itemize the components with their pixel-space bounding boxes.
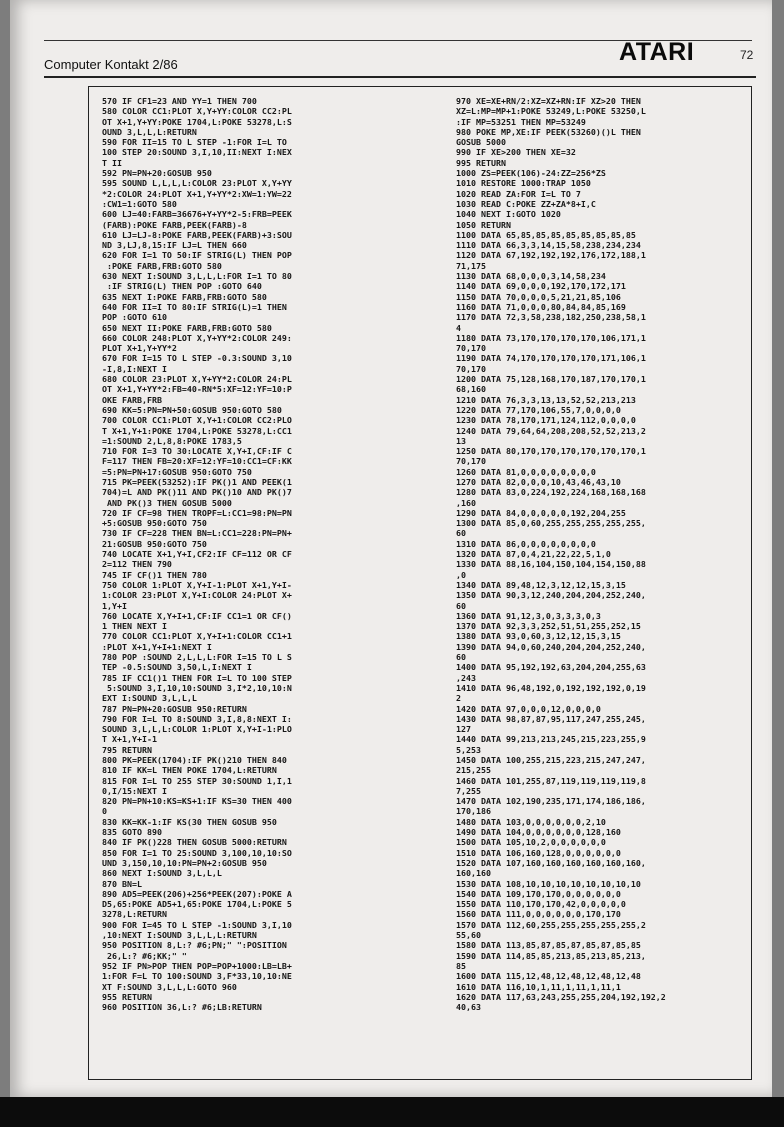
- code-line: 900 FOR I=45 TO L STEP -1:SOUND 3,I,10: [102, 919, 292, 930]
- code-line: 1130 DATA 68,0,0,0,3,14,58,234: [456, 271, 606, 282]
- code-line: :POKE FARB,FRB:GOTO 580: [102, 260, 222, 271]
- code-line: 580 COLOR CC1:PLOT X,Y+YY:COLOR CC2:PL: [102, 106, 292, 117]
- code-line: T II: [102, 157, 122, 168]
- code-line: 4: [456, 322, 461, 333]
- code-line: 71,175: [456, 260, 486, 271]
- code-line: 55,60: [456, 930, 481, 941]
- code-line: ,0: [456, 569, 466, 580]
- code-line: 1590 DATA 114,85,85,213,85,213,85,213,: [456, 950, 646, 961]
- code-line: 1440 DATA 99,213,213,245,215,223,255,9: [456, 734, 646, 745]
- code-line: 127: [456, 724, 471, 735]
- code-line: AND PK()3 THEN GOSUB 5000: [102, 497, 232, 508]
- code-line: 1570 DATA 112,60,255,255,255,255,255,2: [456, 919, 646, 930]
- code-line: 1530 DATA 108,10,10,10,10,10,10,10,10: [456, 878, 641, 889]
- code-line: 1490 DATA 104,0,0,0,0,0,0,128,160: [456, 827, 621, 838]
- code-line: 820 PN=PN+10:KS=KS+1:IF KS=30 THEN 400: [102, 796, 292, 807]
- code-line: 5,253: [456, 744, 481, 755]
- code-line: F=117 THEN FB=20:XF=12:YF=10:CC1=CF:KK: [102, 456, 292, 467]
- code-line: 1350 DATA 90,3,12,240,204,204,252,240,: [456, 590, 646, 601]
- code-line: SOUND 3,L,L,L:COLOR 1:PLOT X,Y+I-1:PLO: [102, 724, 292, 735]
- code-line: 1500 DATA 105,10,2,0,0,0,0,0,0: [456, 837, 606, 848]
- code-line: 1470 DATA 102,190,235,171,174,186,186,: [456, 796, 646, 807]
- code-line: 785 IF CC1()1 THEN FOR I=L TO 100 STEP: [102, 672, 292, 683]
- code-line: :CW1=1:GOTO 580: [102, 198, 177, 209]
- code-line: 835 GOTO 890: [102, 827, 162, 838]
- code-line: 750 COLOR 1:PLOT X,Y+I-1:PLOT X+1,Y+I-: [102, 579, 292, 590]
- code-line: 635 NEXT I:POKE FARB,FRB:GOTO 580: [102, 291, 267, 302]
- code-line: 1410 DATA 96,48,192,0,192,192,192,0,19: [456, 682, 646, 693]
- code-line: 570 IF CF1=23 AND YY=1 THEN 700: [102, 96, 257, 106]
- code-line: 1000 ZS=PEEK(106)-24:ZZ=256*ZS: [456, 168, 606, 179]
- code-line: 795 RETURN: [102, 744, 152, 755]
- code-line: 790 FOR I=L TO 8:SOUND 3,I,8,8:NEXT I:: [102, 713, 292, 724]
- code-line: OUND 3,L,L,L:RETURN: [102, 126, 197, 137]
- code-line: 760 LOCATE X,Y+I+1,CF:IF CC1=1 OR CF(): [102, 610, 292, 621]
- code-line: 215,255: [456, 765, 491, 776]
- code-line: 850 FOR I=1 TO 25:SOUND 3,100,10,10:SO: [102, 847, 292, 858]
- code-line: 700 COLOR CC1:PLOT X,Y+1:COLOR CC2:PLO: [102, 415, 292, 426]
- code-line: 1100 DATA 65,85,85,85,85,85,85,85,85: [456, 229, 636, 240]
- code-line: 970 XE=XE+RN/2:XZ=XZ+RN:IF XZ>20 THEN: [456, 96, 641, 106]
- code-line: 980 POKE MP,XE:IF PEEK(53260)()L THEN: [456, 126, 641, 137]
- code-line: 1 THEN NEXT I: [102, 621, 167, 632]
- code-line: 1390 DATA 94,0,60,240,204,204,252,240,: [456, 641, 646, 652]
- code-line: 1460 DATA 101,255,87,119,119,119,119,8: [456, 775, 646, 786]
- code-line: 26,L:? #6;KK;" ": [102, 950, 187, 961]
- code-line: 990 IF XE>200 THEN XE=32: [456, 147, 576, 158]
- code-line: 1330 DATA 88,16,104,150,104,154,150,88: [456, 559, 646, 570]
- code-line: 5:SOUND 3,I,10,10:SOUND 3,I*2,10,10:N: [102, 682, 292, 693]
- code-line: =5:PN=PN+17:GOSUB 950:GOTO 750: [102, 466, 252, 477]
- code-line: 660 COLOR 248:PLOT X,Y+YY*2:COLOR 249:: [102, 332, 292, 343]
- code-line: *2:COLOR 24:PLOT X+1,Y+YY*2:XW=1:YW=22: [102, 188, 292, 199]
- code-line: 955 RETURN: [102, 991, 152, 1002]
- code-line: 650 NEXT II:POKE FARB,FRB:GOTO 580: [102, 322, 272, 333]
- code-line: 1150 DATA 70,0,0,0,5,21,21,85,106: [456, 291, 621, 302]
- code-line: 1040 NEXT I:GOTO 1020: [456, 209, 561, 220]
- code-line: 1200 DATA 75,128,168,170,187,170,170,1: [456, 374, 646, 385]
- code-line: POP :GOTO 610: [102, 312, 167, 323]
- code-line: 950 POSITION 8,L:? #6;PN;" ":POSITION: [102, 940, 287, 951]
- code-line: 60: [456, 600, 466, 611]
- code-line: 170,186: [456, 806, 491, 817]
- code-line: 787 PN=PN+20:GOSUB 950:RETURN: [102, 703, 247, 714]
- code-line: 1600 DATA 115,12,48,12,48,12,48,12,48: [456, 971, 641, 982]
- code-line: 995 RETURN: [456, 157, 506, 168]
- code-line: 1260 DATA 81,0,0,0,0,0,0,0,0: [456, 466, 596, 477]
- code-line: 1380 DATA 93,0,60,3,12,12,15,3,15: [456, 631, 621, 642]
- code-line: 1340 DATA 89,48,12,3,12,12,15,3,15: [456, 579, 626, 590]
- code-line: 68,160: [456, 384, 486, 395]
- code-line: 160,160: [456, 868, 491, 879]
- code-line: OKE FARB,FRB: [102, 394, 162, 405]
- code-line: 890 AD5=PEEK(206)+256*PEEK(207):POKE A: [102, 888, 292, 899]
- code-line: 1580 DATA 113,85,87,85,87,85,87,85,85: [456, 940, 641, 951]
- code-line: PLOT X+1,Y+YY*2: [102, 343, 177, 354]
- code-line: 770 COLOR CC1:PLOT X,Y+I+1:COLOR CC1+1: [102, 631, 292, 642]
- code-line: 100 STEP 20:SOUND 3,I,10,II:NEXT I:NEX: [102, 147, 292, 158]
- code-line: 592 PN=PN+20:GOSUB 950: [102, 168, 212, 179]
- code-line: :PLOT X+1,Y+I+1:NEXT I: [102, 641, 212, 652]
- code-line: 1620 DATA 117,63,243,255,255,204,192,192,2: [456, 991, 666, 1002]
- code-line: 680 COLOR 23:PLOT X,Y+YY*2:COLOR 24:PL: [102, 374, 292, 385]
- code-line: OT X+1,Y+YY:POKE 1704,L:POKE 53278,L:S: [102, 116, 292, 127]
- page-number: 72: [740, 48, 754, 62]
- scan-border: [0, 1097, 784, 1127]
- code-line: 1360 DATA 91,12,3,0,3,3,3,0,3: [456, 610, 601, 621]
- code-line: XZ=L:MP=MP+1:POKE 53249,L:POKE 53250,L: [456, 106, 646, 117]
- listing-column-left: [102, 96, 292, 1012]
- code-line: T X+1,Y+I-1: [102, 734, 157, 745]
- code-line: 830 KK=KK-1:IF KS(30 THEN GOSUB 950: [102, 816, 277, 827]
- code-line: GOSUB 5000: [456, 137, 506, 148]
- code-line: 1120 DATA 67,192,192,192,176,172,188,1: [456, 250, 646, 261]
- code-line: 710 FOR I=3 TO 30:LOCATE X,Y+I,CF:IF C: [102, 446, 292, 457]
- code-line: ,160: [456, 497, 476, 508]
- code-line: +5:GOSUB 950:GOTO 750: [102, 518, 207, 529]
- code-line: D5,65:POKE AD5+1,65:POKE 1704,L:POKE 5: [102, 899, 292, 910]
- code-line: =1:SOUND 2,L,8,8:POKE 1783,5: [102, 435, 242, 446]
- code-line: 1220 DATA 77,170,106,55,7,0,0,0,0: [456, 404, 621, 415]
- code-line: 810 IF KK=L THEN POKE 1704,L:RETURN: [102, 765, 277, 776]
- code-line: 1280 DATA 83,0,224,192,224,168,168,168: [456, 487, 646, 498]
- code-line: 1610 DATA 116,10,1,11,1,11,1,11,1: [456, 981, 621, 992]
- header-rule: [44, 76, 756, 78]
- code-line: 1370 DATA 92,3,3,252,51,51,255,252,15: [456, 621, 641, 632]
- code-line: 40,63: [456, 1002, 481, 1013]
- code-line: 1170 DATA 72,3,58,238,182,250,238,58,1: [456, 312, 646, 323]
- code-line: 1030 READ C:POKE ZZ+ZA*8+I,C: [456, 198, 596, 209]
- code-line: 13: [456, 435, 466, 446]
- code-line: 0,I/15:NEXT I: [102, 785, 167, 796]
- code-line: 640 FOR II=I TO 80:IF STRIG(L)=1 THEN: [102, 301, 287, 312]
- code-line: 1540 DATA 109,170,170,0,0,0,0,0,0: [456, 888, 621, 899]
- code-line: 590 FOR II=15 TO L STEP -1:FOR I=L TO: [102, 137, 287, 148]
- code-line: 1550 DATA 110,170,170,42,0,0,0,0,0: [456, 899, 626, 910]
- code-line: 2: [456, 693, 461, 704]
- code-line: -I,8,I:NEXT I: [102, 363, 167, 374]
- code-line: 1310 DATA 86,0,0,0,0,0,0,0,0: [456, 538, 596, 549]
- code-line: 1290 DATA 84,0,0,0,0,0,192,204,255: [456, 507, 626, 518]
- code-line: 1010 RESTORE 1000:TRAP 1050: [456, 178, 591, 189]
- listing-column-right: [456, 96, 666, 1012]
- code-line: 1110 DATA 66,3,3,14,15,58,238,234,234: [456, 240, 641, 251]
- code-line: 840 IF PK()228 THEN GOSUB 5000:RETURN: [102, 837, 287, 848]
- code-line: 1,Y+I: [102, 600, 127, 611]
- code-line: 1520 DATA 107,160,160,160,160,160,160,: [456, 857, 646, 868]
- brand-title: ATARI: [619, 38, 695, 66]
- code-line: TEP -0.5:SOUND 3,50,L,I:NEXT I: [102, 662, 252, 673]
- code-line: 1:COLOR 23:PLOT X,Y+I:COLOR 24:PLOT X+: [102, 590, 292, 601]
- code-line: 1270 DATA 82,0,0,0,10,43,46,43,10: [456, 476, 621, 487]
- code-line: 740 LOCATE X+1,Y+I,CF2:IF CF=112 OR CF: [102, 549, 292, 560]
- code-line: 1180 DATA 73,170,170,170,170,106,171,1: [456, 332, 646, 343]
- code-line: 715 PK=PEEK(53252):IF PK()1 AND PEEK(1: [102, 476, 292, 487]
- code-line: 730 IF CF=228 THEN BN=L:CC1=228:PN=PN+: [102, 528, 292, 539]
- code-line: 800 PK=PEEK(1704):IF PK()210 THEN 840: [102, 755, 287, 765]
- code-line: 815 FOR I=L TO 255 STEP 30:SOUND 1,I,1: [102, 775, 292, 786]
- code-line: 70,170: [456, 456, 486, 467]
- code-line: 1320 DATA 87,0,4,21,22,22,5,1,0: [456, 549, 611, 560]
- code-line: 595 SOUND L,L,L,L:COLOR 23:PLOT X,Y+YY: [102, 178, 292, 189]
- code-line: 860 NEXT I:SOUND 3,L,L,L: [102, 868, 222, 879]
- code-line: 745 IF CF()1 THEN 780: [102, 569, 207, 580]
- code-line: 1:FOR F=L TO 100:SOUND 3,F*33,10,10:NE: [102, 971, 292, 982]
- code-line: 1430 DATA 98,87,87,95,117,247,255,245,: [456, 713, 646, 724]
- code-line: 1140 DATA 69,0,0,0,192,170,172,171: [456, 281, 626, 292]
- code-line: ND 3,LJ,8,15:IF LJ=L THEN 660: [102, 240, 247, 251]
- code-line: 720 IF CF=98 THEN TROPF=L:CC1=98:PN=PN: [102, 507, 292, 518]
- code-line: 600 LJ=40:FARB=36676+Y+YY*2-5:FRB=PEEK: [102, 209, 292, 220]
- code-line: 704)=L AND PK()11 AND PK()10 AND PK()7: [102, 487, 292, 498]
- code-line: 952 IF PN>POP THEN POP=POP+1000:LB=LB+: [102, 960, 292, 971]
- code-line: ,243: [456, 672, 476, 683]
- code-line: 1560 DATA 111,0,0,0,0,0,0,170,170: [456, 909, 621, 920]
- code-line: UND 3,150,10,10:PN=PN+2:GOSUB 950: [102, 857, 267, 868]
- code-line: 85: [456, 960, 466, 971]
- code-line: 3278,L:RETURN: [102, 909, 167, 920]
- code-line: 21:GOSUB 950:GOTO 750: [102, 538, 207, 549]
- code-line: :IF MP=53251 THEN MP=53249: [456, 116, 586, 127]
- code-line: 870 BN=L: [102, 878, 142, 889]
- code-line: 960 POSITION 36,L:? #6;LB:RETURN: [102, 1002, 262, 1013]
- code-line: 1450 DATA 100,255,215,223,215,247,247,: [456, 755, 646, 765]
- code-line: 60: [456, 528, 466, 539]
- code-line: OT X+1,Y+YY*2:FB=40-RN*5:XF=12:YF=10:P: [102, 384, 292, 395]
- code-line: 0: [102, 806, 107, 817]
- code-line: 1250 DATA 80,170,170,170,170,170,170,1: [456, 446, 646, 457]
- code-line: 1480 DATA 103,0,0,0,0,0,0,2,10: [456, 816, 606, 827]
- code-line: 70,170: [456, 343, 486, 354]
- code-line: :IF STRIG(L) THEN POP :GOTO 640: [102, 281, 262, 292]
- code-line: 1210 DATA 76,3,3,13,13,52,52,213,213: [456, 394, 636, 405]
- magazine-issue: Computer Kontakt 2/86: [44, 57, 178, 72]
- code-line: 1190 DATA 74,170,170,170,170,171,106,1: [456, 353, 646, 364]
- code-line: 1300 DATA 85,0,60,255,255,255,255,255,: [456, 518, 646, 529]
- code-line: 690 KK=5:PN=PN+50:GOSUB 950:GOTO 580: [102, 404, 282, 415]
- code-line: 7,255: [456, 785, 481, 796]
- code-line: 1020 READ ZA:FOR I=L TO 7: [456, 188, 581, 199]
- code-line: 1230 DATA 78,170,171,124,112,0,0,0,0: [456, 415, 636, 426]
- code-line: 610 LJ=LJ-8:POKE FARB,PEEK(FARB)+3:SOU: [102, 229, 292, 240]
- code-line: ,10:NEXT I:SOUND 3,L,L,L:RETURN: [102, 930, 257, 941]
- code-line: 630 NEXT I:SOUND 3,L,L,L:FOR I=1 TO 80: [102, 271, 292, 282]
- code-line: 60: [456, 652, 466, 663]
- code-line: T X+1,Y+1:POKE 1704,L:POKE 53278,L:CC1: [102, 425, 292, 436]
- code-line: 780 POP :SOUND 2,L,L,L:FOR I=15 TO L S: [102, 652, 292, 663]
- code-line: 1400 DATA 95,192,192,63,204,204,255,63: [456, 662, 646, 673]
- code-line: 2=112 THEN 790: [102, 559, 172, 570]
- code-line: EXT I:SOUND 3,L,L,L: [102, 693, 197, 704]
- code-line: 1420 DATA 97,0,0,0,12,0,0,0,0: [456, 703, 601, 714]
- code-line: 1510 DATA 106,160,128,0,0,0,0,0,0: [456, 847, 621, 858]
- code-line: 620 FOR I=1 TO 50:IF STRIG(L) THEN POP: [102, 250, 292, 261]
- code-line: XT F:SOUND 3,L,L,L:GOTO 960: [102, 981, 237, 992]
- code-line: 1240 DATA 79,64,64,208,208,52,52,213,2: [456, 425, 646, 436]
- code-line: 1050 RETURN: [456, 219, 511, 230]
- code-line: 70,170: [456, 363, 486, 374]
- code-line: 1160 DATA 71,0,0,0,80,84,84,85,169: [456, 301, 626, 312]
- code-line: (FARB):POKE FARB,PEEK(FARB)-8: [102, 219, 247, 230]
- code-line: 670 FOR I=15 TO L STEP -0.3:SOUND 3,10: [102, 353, 292, 364]
